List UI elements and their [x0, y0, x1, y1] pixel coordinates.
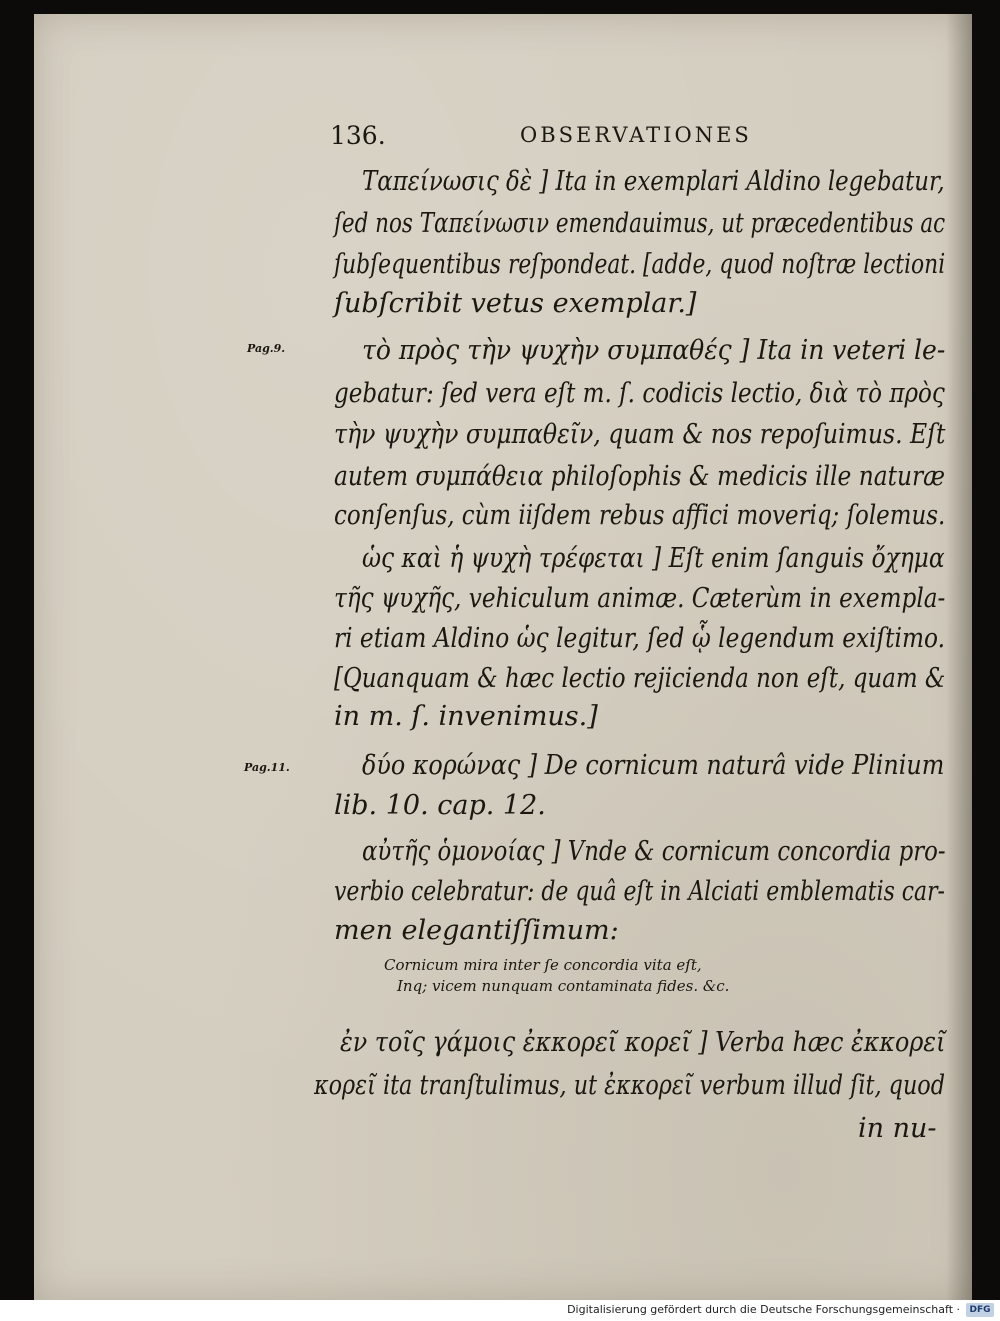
- text-line: κορεῖ ita tranſtulimus, ut ἐκκορεῖ verbum illud ſit, quod: [314, 1070, 946, 1101]
- text-line: ri etiam Aldino ὡς legitur, ſed ᾧ legendum exiſtimo.: [334, 623, 945, 654]
- catchword: in nu-: [858, 1113, 937, 1144]
- text-line: ſubſcribit vetus exemplar.]: [334, 288, 697, 319]
- text-line: men elegantiſſimum:: [334, 915, 619, 946]
- text-line: ſubſequentibus reſpondeat. [adde, quod noſtræ lectioni: [334, 249, 946, 280]
- verse-line: Cornicum mira inter ſe concordia vita eſt,: [384, 956, 702, 974]
- text-line: autem συμπάθεια philoſophis & medicis ille naturæ: [334, 461, 946, 492]
- text-line: τὴν ψυχὴν συμπαθεῖν, quam & nos repoſuimus. Eſt: [334, 419, 946, 450]
- text-line: conſenſus, cùm iiſdem rebus affici moveriq; ſolemus.: [334, 500, 946, 531]
- text-line: Ταπείνωσις δὲ ] Ita in exemplari Aldino legebatur,: [362, 166, 945, 197]
- text-line: verbio celebratur: de quâ eſt in Alciati emblematis car-: [334, 876, 945, 907]
- text-line: lib. 10. cap. 12.: [334, 790, 546, 821]
- book-page: [34, 14, 972, 1300]
- text-line: gebatur: ſed vera eſt m. ſ. codicis lectio, διὰ τὸ πρὸς: [334, 378, 945, 409]
- text-line: ſed nos Ταπείνωσιν emendauimus, ut præcedentibus ac: [334, 208, 946, 239]
- page-number: 136.: [330, 121, 386, 150]
- text-line: αὐτῆς ὁμονοίας ] Vnde & cornicum concordia pro-: [362, 836, 946, 867]
- page-gutter-shadow: [946, 14, 972, 1300]
- text-line: in m. ſ. invenimus.]: [334, 701, 598, 732]
- text-line: τῆς ψυχῆς, vehiculum animæ. Cæterùm in exempla-: [334, 583, 946, 614]
- margin-note: Pag.11.: [244, 761, 290, 774]
- text-line: ὡς καὶ ἡ ψυχὴ τρέφεται ] Eſt enim ſanguis ὄχημα: [362, 543, 945, 574]
- text-line: τὸ πρὸς τὴν ψυχὴν συμπαθές ] Ita in veteri le-: [362, 335, 946, 366]
- funding-notice: Digitalisierung gefördert durch die Deutsche Forschungsgemeinschaft ·: [567, 1303, 960, 1316]
- footer-bar: [0, 1300, 1000, 1321]
- text-line: [Quanquam & hæc lectio rejicienda non eſt, quam &: [334, 663, 946, 694]
- margin-note: Pag.9.: [247, 342, 286, 355]
- text-line: ἐν τοῖς γάμοις ἐκκορεῖ κορεῖ ] Verba hæc ἐκκορεῖ: [340, 1027, 946, 1058]
- text-line: δύο κορώνας ] De cornicum naturâ vide Plinium: [362, 750, 945, 781]
- dfg-logo-icon[interactable]: DFG: [966, 1303, 994, 1317]
- running-title: OBSERVATIONES: [520, 123, 752, 147]
- verse-line: Inq; vicem nunquam contaminata fides. &c.: [397, 977, 730, 995]
